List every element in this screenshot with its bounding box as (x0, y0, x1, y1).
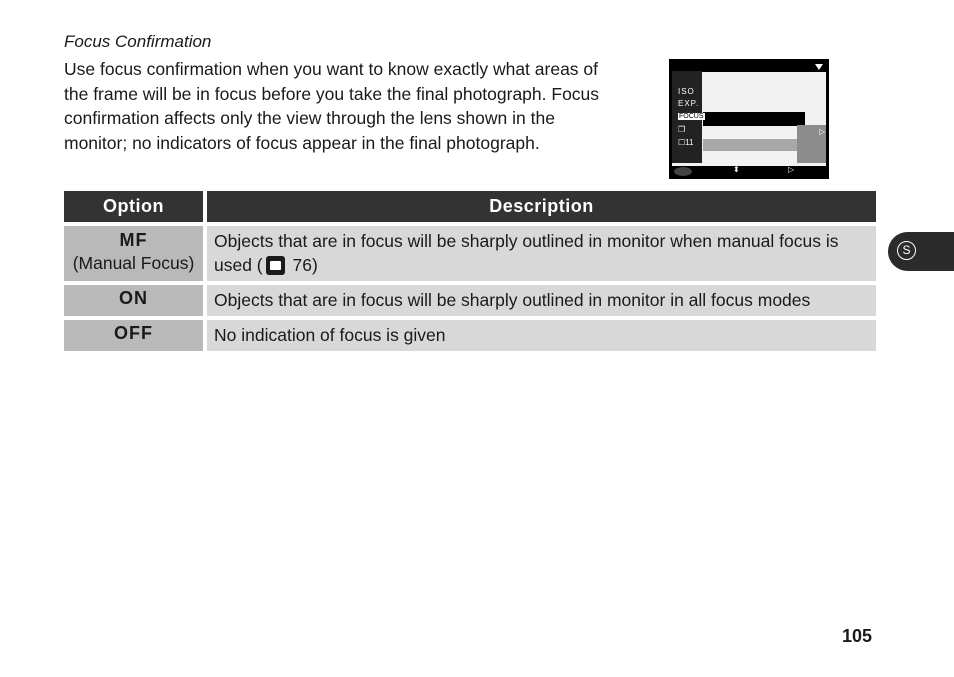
description-text: Objects that are in focus will be sharply outlined in monitor in all focus modes (214, 290, 811, 310)
monitor-bottom-bar (672, 166, 826, 176)
play-arrow-icon: ▷ (819, 127, 826, 136)
intro-paragraph: Use focus confirmation when you want to know exactly what areas of the frame will be in focus before you take the final photograph. Focus confirmation affects only the view through the lens shown in the monitor; no indicators of focus appear in the final photograph. (64, 59, 600, 153)
monitor-label-exp: EXP. (678, 99, 700, 108)
description-cell (207, 226, 876, 281)
monitor-label-card: ❐ (678, 125, 687, 134)
description-cell (207, 320, 876, 351)
description-page-ref: 76) (287, 255, 318, 275)
page-reference-icon (266, 256, 285, 275)
table-row (64, 226, 876, 281)
monitor-label-iso: ISO (678, 87, 695, 96)
up-down-icon: ⬍ (733, 165, 740, 174)
option-name: ON (119, 288, 148, 308)
page-number: 105 (842, 626, 873, 646)
monitor-label-focus: FOCUS (679, 113, 704, 120)
option-subtitle: (Manual Focus) (72, 253, 195, 273)
description-text (207, 226, 876, 281)
options-table (64, 191, 876, 351)
option-name: OFF (114, 323, 153, 343)
description-part: Objects that are in focus will be sharply outlined in monitor when manual focus is used ( (214, 231, 839, 275)
chapter-side-tab (888, 232, 954, 271)
option-cell (64, 320, 203, 351)
section-title: Focus Confirmation (64, 32, 212, 51)
option-cell (64, 226, 203, 281)
description-text: No indication of focus is given (214, 325, 446, 345)
description-cell (207, 285, 876, 316)
table-row (64, 285, 876, 316)
option-header: Option (64, 191, 203, 222)
monitor-grey-row (703, 139, 797, 151)
option-name: MF (119, 230, 148, 250)
table-row (64, 320, 876, 351)
menu-button-icon (674, 167, 692, 176)
right-arrow-icon: ▷ (788, 165, 795, 174)
description-header: Description (207, 191, 876, 222)
monitor-illustration (669, 59, 829, 179)
triangle-down-icon (815, 64, 823, 70)
option-cell (64, 285, 203, 316)
monitor-selected-row (703, 112, 805, 126)
chapter-letter-icon: S (897, 241, 916, 260)
monitor-label-self-timer: ☐11 (678, 138, 694, 147)
